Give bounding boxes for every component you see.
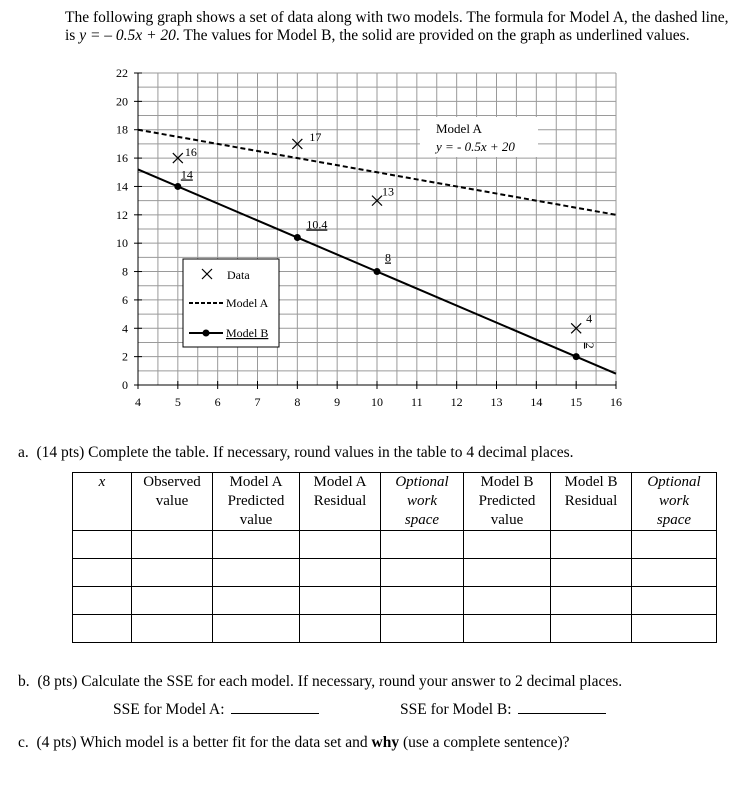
part-c-question xyxy=(18,734,570,752)
table-header-cell xyxy=(632,473,717,531)
table-cell[interactable] xyxy=(464,587,551,615)
model-a-annotation xyxy=(420,117,538,157)
header-line: space xyxy=(404,512,440,528)
header-line: Predicted xyxy=(478,493,536,509)
legend xyxy=(183,259,279,347)
table-cell[interactable] xyxy=(551,531,632,559)
table-row xyxy=(73,531,717,559)
table-cell[interactable] xyxy=(132,531,213,559)
table-cell[interactable] xyxy=(381,531,464,559)
y-tick-label: 4 xyxy=(122,321,128,336)
model-b-point xyxy=(374,268,381,275)
data-point-label: 17 xyxy=(309,129,322,144)
header-line xyxy=(553,511,629,530)
annotation-line-2: y = - 0.5x + 20 xyxy=(436,139,515,154)
legend-model-b-dot xyxy=(203,330,210,337)
header-line xyxy=(302,511,378,530)
table-cell[interactable] xyxy=(132,587,213,615)
part-b-text: (8 pts) Calculate the SSE for each model. If necessary, round your answer to 2 decimal places. xyxy=(37,673,623,690)
sse-a xyxy=(113,699,319,719)
table-header-cell xyxy=(381,473,464,531)
model-a-formula: y = – 0.5x + 20 xyxy=(79,26,176,44)
table-cell[interactable] xyxy=(300,615,381,643)
annotation-line-1: Model A xyxy=(436,121,482,136)
x-tick-label: 13 xyxy=(490,395,503,409)
x-tick-label: 7 xyxy=(254,395,261,409)
model-b-point xyxy=(294,234,301,241)
table-cell[interactable] xyxy=(300,559,381,587)
table-row xyxy=(73,587,717,615)
axes xyxy=(116,66,622,409)
table-cell[interactable] xyxy=(73,531,132,559)
header-line xyxy=(75,511,129,530)
header-line: Model A xyxy=(229,474,283,490)
table-header-cell xyxy=(213,473,300,531)
data-point-label: 16 xyxy=(184,145,197,160)
header-line: Observed xyxy=(143,474,201,490)
intro-text-1: The following graph shows a set of data along with two models. The formula for Model A, the dashed line, is xyxy=(65,9,729,44)
header-line: work xyxy=(407,493,437,509)
sse-b-blank[interactable] xyxy=(518,699,606,714)
model-b-point xyxy=(174,183,181,190)
part-b-label: b. xyxy=(18,673,30,690)
model-b-label: 10.4 xyxy=(306,217,328,232)
x-tick-label: 11 xyxy=(411,395,423,409)
table-cell[interactable] xyxy=(632,559,717,587)
y-tick-label: 20 xyxy=(116,94,128,109)
model-b-label: 8 xyxy=(385,250,391,265)
x-tick-label: 9 xyxy=(334,395,341,409)
y-tick-label: 16 xyxy=(116,151,128,166)
table-cell[interactable] xyxy=(300,587,381,615)
header-line: Optional xyxy=(647,474,701,490)
table-cell[interactable] xyxy=(551,587,632,615)
header-line: Residual xyxy=(313,493,367,509)
y-tick-label: 8 xyxy=(122,264,128,279)
header-line: Predicted xyxy=(227,493,285,509)
header-line: Model B xyxy=(564,474,618,490)
y-tick-label: 12 xyxy=(116,207,128,222)
table-cell[interactable] xyxy=(551,615,632,643)
legend-data-label: Data xyxy=(227,268,250,282)
x-tick-label: 12 xyxy=(450,395,463,409)
y-tick-label: 0 xyxy=(122,378,128,392)
y-tick-label: 18 xyxy=(116,122,128,137)
sse-b xyxy=(400,699,606,719)
header-line: space xyxy=(656,512,692,528)
part-c-bold: why xyxy=(371,734,400,751)
intro-text-2: . The values for Model B, the solid are provided on the graph as underlined values. xyxy=(175,26,690,44)
legend-model-a-label: Model A xyxy=(226,296,269,310)
sse-a-label: SSE for Model A: xyxy=(113,701,225,718)
header-line: Model A xyxy=(313,474,367,490)
table-cell[interactable] xyxy=(632,615,717,643)
table-cell[interactable] xyxy=(381,587,464,615)
header-line: work xyxy=(659,493,689,509)
table-cell[interactable] xyxy=(132,559,213,587)
part-a-question xyxy=(18,444,574,462)
table-cell[interactable] xyxy=(73,559,132,587)
table-row xyxy=(73,559,717,587)
table-row xyxy=(73,615,717,643)
y-tick-label: 2 xyxy=(122,349,128,364)
table-cell[interactable] xyxy=(464,531,551,559)
model-b-point xyxy=(573,353,580,360)
model-b-label: 2 xyxy=(583,342,598,349)
table-header-cell xyxy=(464,473,551,531)
table-cell[interactable] xyxy=(381,559,464,587)
x-tick-label: 6 xyxy=(214,395,221,409)
header-line: value xyxy=(490,512,524,528)
sse-a-blank[interactable] xyxy=(231,699,319,714)
table-cell[interactable] xyxy=(213,615,300,643)
y-tick-label: 6 xyxy=(122,292,128,307)
legend-model-b-label: Model B xyxy=(226,326,269,340)
table-header-cell xyxy=(73,473,132,531)
table-header-row xyxy=(73,473,717,531)
x-tick-label: 5 xyxy=(174,395,181,409)
table-cell[interactable] xyxy=(132,615,213,643)
table-cell[interactable] xyxy=(213,531,300,559)
x-tick-label: 15 xyxy=(570,395,583,409)
part-c-text-1: (4 pts) Which model is a better fit for the data set and xyxy=(36,734,372,751)
part-a-text: (14 pts) Complete the table. If necessary, round values in the table to 4 decimal places. xyxy=(36,444,574,461)
part-a-label: a. xyxy=(18,444,29,461)
table-cell[interactable] xyxy=(632,531,717,559)
table-cell[interactable] xyxy=(73,615,132,643)
table-cell[interactable] xyxy=(551,559,632,587)
table-cell[interactable] xyxy=(632,587,717,615)
part-c-text-2: (use a complete sentence)? xyxy=(399,734,570,751)
table-cell[interactable] xyxy=(381,615,464,643)
data-point-label: 13 xyxy=(382,184,394,199)
header-line: x xyxy=(98,474,106,490)
part-c-label: c. xyxy=(18,734,29,751)
header-line: value xyxy=(239,512,273,528)
y-tick-label: 14 xyxy=(116,179,128,194)
header-line: Residual xyxy=(564,493,618,509)
header-line xyxy=(75,492,129,511)
x-tick-label: 4 xyxy=(135,395,141,409)
header-line: value xyxy=(155,493,189,509)
y-tick-label: 22 xyxy=(116,66,128,80)
table-cell[interactable] xyxy=(464,559,551,587)
table-header-cell xyxy=(300,473,381,531)
x-tick-label: 14 xyxy=(530,395,543,409)
header-line: Optional xyxy=(395,474,449,490)
header-line: Model B xyxy=(480,474,534,490)
x-tick-label: 10 xyxy=(371,395,383,409)
x-tick-label: 16 xyxy=(610,395,622,409)
sse-b-label: SSE for Model B: xyxy=(400,701,512,718)
x-tick-label: 8 xyxy=(294,395,301,409)
table-cell[interactable] xyxy=(73,587,132,615)
table-cell[interactable] xyxy=(213,587,300,615)
table-header-cell xyxy=(551,473,632,531)
table-cell[interactable] xyxy=(300,531,381,559)
table-header-cell xyxy=(132,473,213,531)
table-cell[interactable] xyxy=(464,615,551,643)
model-b-label: 14 xyxy=(180,167,193,182)
part-b-question xyxy=(18,673,622,691)
data-point-label: 4 xyxy=(586,311,593,326)
table-cell[interactable] xyxy=(213,559,300,587)
y-tick-label: 10 xyxy=(116,236,128,251)
answer-table xyxy=(72,472,717,643)
header-line xyxy=(134,511,210,530)
